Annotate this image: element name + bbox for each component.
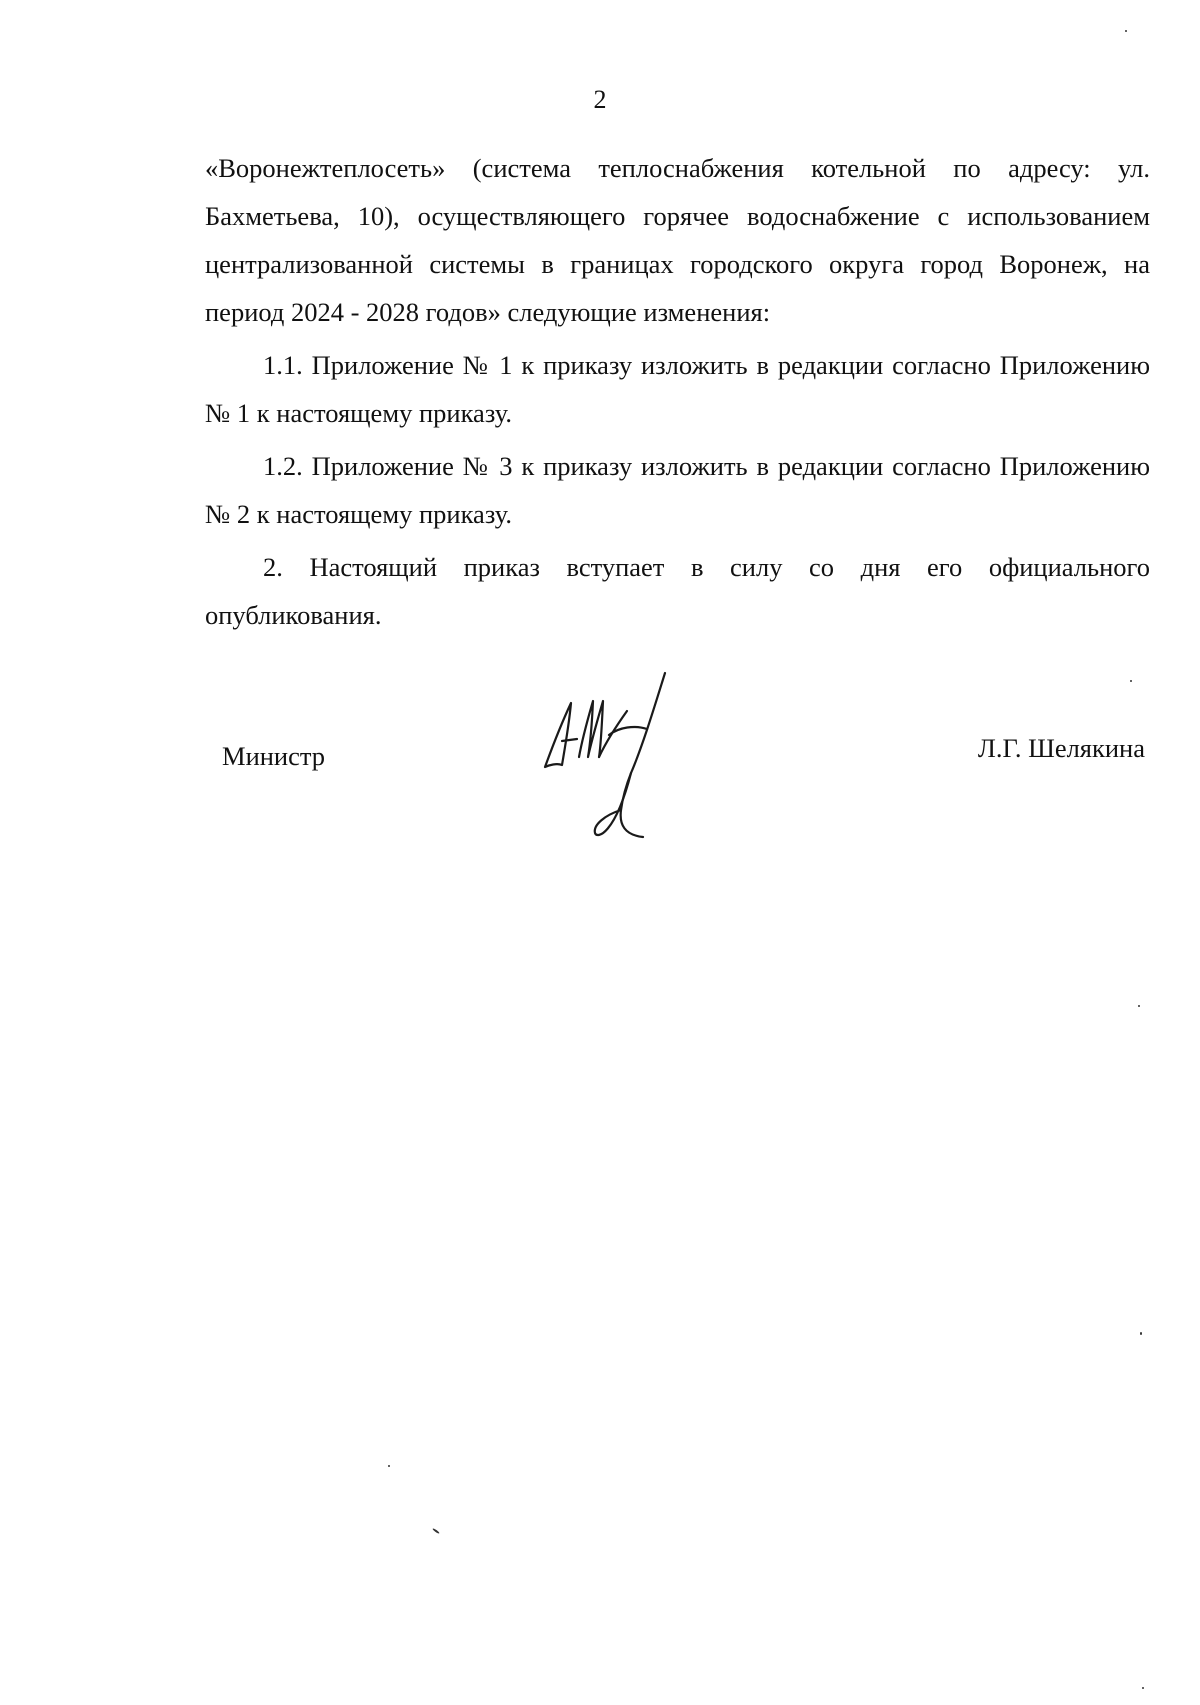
handwritten-signature xyxy=(535,665,695,845)
scan-speck xyxy=(1138,1005,1140,1007)
scan-speck xyxy=(1125,30,1127,32)
scan-speck xyxy=(388,1465,390,1467)
document-body xyxy=(205,144,1150,644)
paragraph-item-2: 2. Настоящий приказ вступает в силу со дня его официального опубликования. xyxy=(205,552,1150,630)
signatory-title: Министр xyxy=(222,741,326,771)
paragraph-continuation: «Воронежтеплосеть» (система теплоснабжения котельной по адресу: ул. Бахметьева, 10), осуществляющего горячее водоснабжение с использованием централизованной системы в границах городского округа город Воронеж, на период 2024 - 2028 годов» следующие изменения: xyxy=(205,153,1150,327)
page-number: 2 xyxy=(593,85,607,114)
scan-speck xyxy=(432,1528,440,1534)
paragraph-item-1-2: 1.2. Приложение № 3 к приказу изложить в редакции согласно Приложению № 2 к настоящему приказу. xyxy=(205,451,1150,529)
paragraph-item-1-1: 1.1. Приложение № 1 к приказу изложить в редакции согласно Приложению № 1 к настоящему приказу. xyxy=(205,350,1150,428)
signatory-name: Л.Г. Шелякина xyxy=(977,733,1145,763)
scan-speck xyxy=(1140,1332,1142,1335)
scan-speck xyxy=(1130,680,1132,682)
scan-speck xyxy=(1142,1687,1144,1689)
